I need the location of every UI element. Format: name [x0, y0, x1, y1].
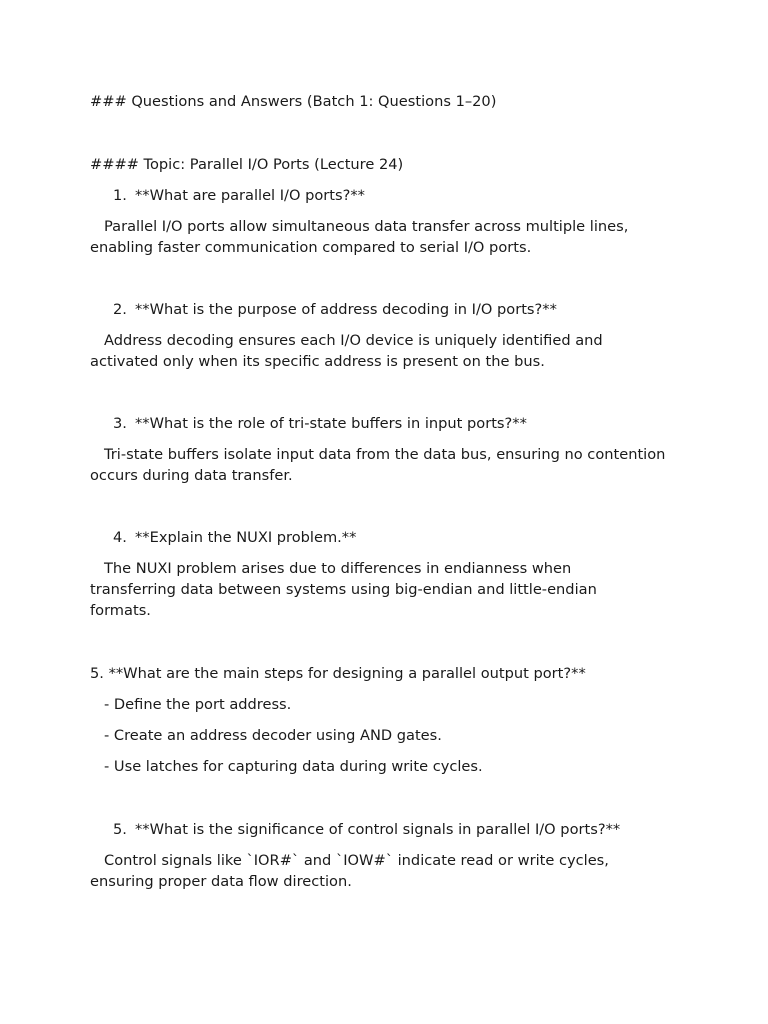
step-item: - Create an address decoder using AND gates.	[104, 727, 442, 744]
step-item: - Use latches for capturing data during write cycles.	[104, 758, 483, 775]
question-6	[113, 819, 620, 840]
document-heading: ### Questions and Answers (Batch 1: Questions 1–20)	[90, 93, 497, 110]
question-text: **What is the significance of control signals in parallel I/O ports?**	[135, 821, 621, 838]
answer-2: Address decoding ensures each I/O device is uniquely identified and activated only when its specific address is present on the bus.	[90, 332, 603, 370]
question-text: **Explain the NUXI problem.**	[135, 529, 357, 546]
question-5: 5. **What are the main steps for designing a parallel output port?**	[90, 665, 586, 682]
question-number: 3.	[113, 415, 127, 432]
question-2	[113, 299, 557, 320]
question-text: **What are parallel I/O ports?**	[135, 187, 365, 204]
question-number: 5.	[113, 821, 127, 838]
question-number: 1.	[113, 187, 127, 204]
question-4	[113, 527, 356, 548]
answer-6: Control signals like `IOR#` and `IOW#` indicate read or write cycles, ensuring proper data flow direction.	[90, 852, 609, 890]
answer-3: Tri-state buffers isolate input data from the data bus, ensuring no contention occurs during data transfer.	[90, 446, 666, 484]
question-1	[113, 185, 365, 206]
step-item: - Define the port address.	[104, 696, 292, 713]
question-3	[113, 413, 527, 434]
question-text: **What is the purpose of address decoding in I/O ports?**	[135, 301, 557, 318]
question-number: 4.	[113, 529, 127, 546]
question-text: **What is the role of tri-state buffers in input ports?**	[135, 415, 527, 432]
answer-1: Parallel I/O ports allow simultaneous data transfer across multiple lines, enabling faster communication compared to serial I/O ports.	[90, 218, 629, 256]
answer-4: The NUXI problem arises due to differences in endianness when transferring data between systems using big-endian and little-endian formats.	[90, 560, 597, 619]
topic-heading: #### Topic: Parallel I/O Ports (Lecture 24)	[90, 156, 404, 173]
question-number: 2.	[113, 301, 127, 318]
